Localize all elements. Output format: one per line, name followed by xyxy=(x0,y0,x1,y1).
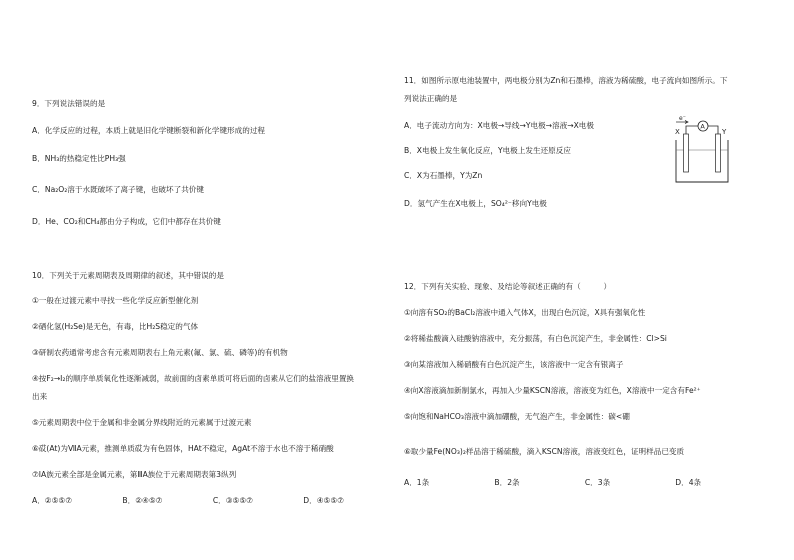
q11-option-b: B．X电极上发生氧化反应，Y电极上发生还原反应 xyxy=(404,146,571,155)
q11-option-a: A．电子流动方向为：X电极→导线→Y电极→溶液→X电极 xyxy=(404,121,594,130)
q10-item-4: ④按F₂→I₂的顺序单质氧化性逐渐减弱，故前面的卤素单质可将后面的卤素从它们的盐溶液里置换 xyxy=(32,374,355,383)
q12-choice-c: C．3条 xyxy=(584,478,611,487)
q12-item-2: ②将稀盐酸滴入硅酸钠溶液中，充分振荡，有白色沉淀产生，非金属性：Cl>Si xyxy=(404,334,667,343)
q10-item-3: ③研制农药通常考虑含有元素周期表右上角元素(氟、氯、硫、磷等)的有机物 xyxy=(32,348,288,357)
q9-option-c: C．Na₂O₂溶于水既破坏了离子键，也破坏了共价键 xyxy=(32,185,204,194)
electron-label: e⁻ xyxy=(679,115,686,122)
y-electrode-label: Y xyxy=(722,128,727,136)
q12-choice-d: D．4条 xyxy=(675,478,702,487)
q10-choice-a: A．②⑤⑤⑦ xyxy=(32,496,73,505)
q10-choice-d: D．④⑤⑤⑦ xyxy=(303,496,344,505)
q10-choice-c: C．③⑤⑤⑦ xyxy=(212,496,253,505)
q12-item-5: ⑤向饱和NaHCO₃溶液中滴加硼酸，无气泡产生，非金属性：碳<硼 xyxy=(404,412,630,421)
q10-item-4-cont: 出来 xyxy=(32,392,48,401)
q11-stem-line2: 列说法正确的是 xyxy=(404,94,458,103)
q10-item-1: ①一般在过渡元素中寻找一些化学反应新型催化剂 xyxy=(32,296,199,305)
q11-option-d: D．氢气产生在X电极上，SO₄²⁻移向Y电极 xyxy=(404,199,547,208)
q10-item-5: ⑤元素周期表中位于金属和非金属分界线附近的元素属于过渡元素 xyxy=(32,418,252,427)
q10-item-6: ⑥砹(At)为ⅦA元素，推测单质砹为有色固体，HAt不稳定，AgAt不溶于水也不溶于稀硝酸 xyxy=(32,444,334,453)
q9-option-a: A．化学反应的过程，本质上就是旧化学键断裂和新化学键形成的过程 xyxy=(32,126,266,135)
q12-choices xyxy=(404,478,701,488)
q11-stem-line1: 11．如图所示原电池装置中，两电极分别为Zn和石墨棒，溶液为稀硫酸，电子流向如图所示。下 xyxy=(404,76,728,85)
q12-item-3: ③向某溶液加入稀硝酸有白色沉淀产生，该溶液中一定含有银离子 xyxy=(404,360,624,369)
q12-item-1: ①向溶有SO₂的BaCl₂溶液中通入气体X，出现白色沉淀，X具有强氧化性 xyxy=(404,308,646,317)
q9-option-d: D．He、CO₂和CH₄都由分子构成，它们中都存在共价键 xyxy=(32,217,221,226)
y-electrode xyxy=(716,134,721,172)
q10-item-7: ⑦ⅠA族元素全部是金属元素，第ⅢA族位于元素周期表第3纵列 xyxy=(32,470,237,479)
q12-choice-b: B．2条 xyxy=(494,478,520,487)
q12-item-4: ④向X溶液滴加新制氯水，再加入少量KSCN溶液，溶液变为红色，X溶液中一定含有Fe²⁺ xyxy=(404,386,701,395)
x-electrode-label: X xyxy=(675,128,680,136)
q10-item-2: ②硒化氢(H₂Se)是无色，有毒，比H₂S稳定的气体 xyxy=(32,322,199,331)
q10-choices xyxy=(32,496,344,506)
q9-option-b: B．NH₃的热稳定性比PH₃强 xyxy=(32,154,126,163)
galvanic-cell-diagram xyxy=(672,112,732,187)
x-electrode xyxy=(684,134,689,172)
ammeter-label: A xyxy=(700,122,705,131)
q10-choice-b: B．②④⑤⑦ xyxy=(122,496,163,505)
q12-choice-a: A．1条 xyxy=(404,478,430,487)
q12-stem: 12．下列有关实验、现象、及结论等叙述正确的有（ ） xyxy=(404,282,612,291)
q11-option-c: C．X为石墨棒，Y为Zn xyxy=(404,171,483,180)
q12-item-6: ⑥取少量Fe(NO₃)₂样品溶于稀硫酸，滴入KSCN溶液，溶液变红色，证明样品已变质 xyxy=(404,447,685,456)
q10-stem: 10．下列关于元素周期表及周期律的叙述，其中错误的是 xyxy=(32,271,224,280)
q9-stem: 9．下列说法错误的是 xyxy=(32,99,106,108)
